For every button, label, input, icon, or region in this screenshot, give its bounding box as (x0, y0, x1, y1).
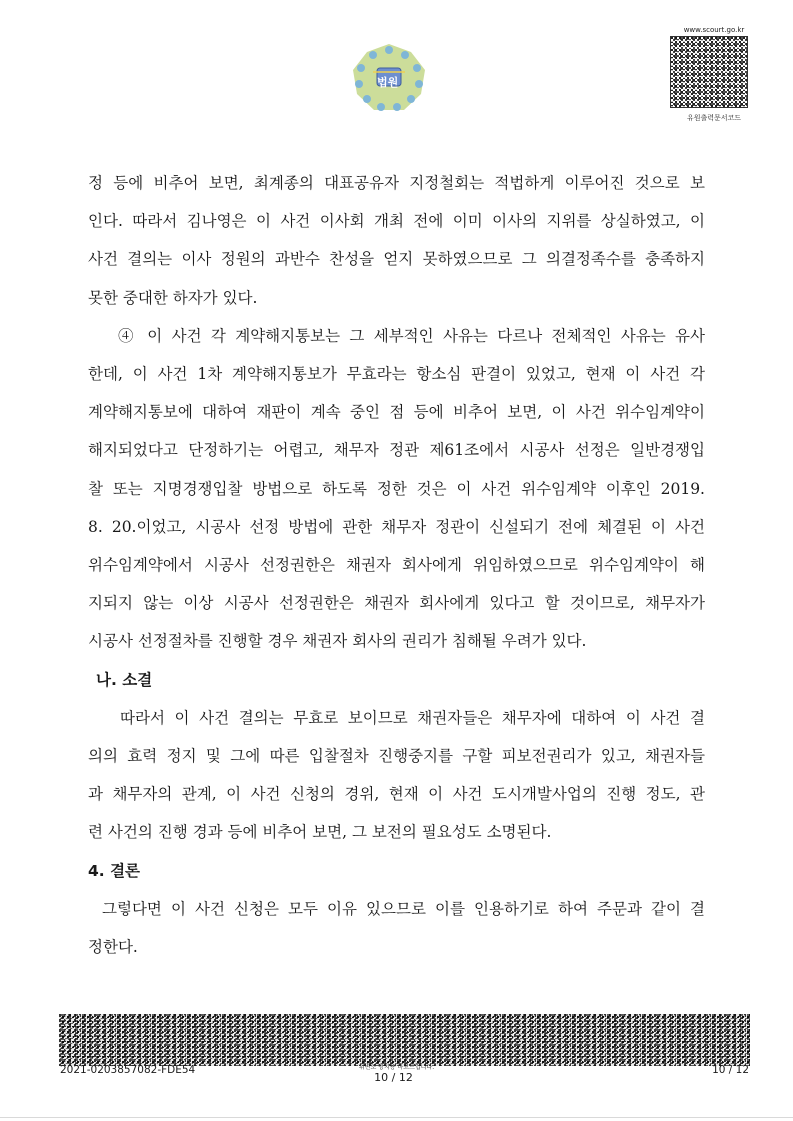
qr-url: www.scourt.go.kr (683, 26, 745, 34)
paragraph-4 (88, 890, 705, 966)
page-number-center: 10 / 12 (374, 1071, 413, 1084)
text-line: ④ 이 사건 각 계약해지통보는 그 세부적인 사유는 다르나 전체적인 사유는 유사 (118, 326, 705, 345)
section-heading-conclusion-summary: 나. 소결 (96, 670, 153, 689)
text-line: 찰 또는 지명경쟁입찰 방법으로 하도록 정한 것은 이 사건 위수임계약 이후인 2019. (88, 479, 705, 498)
text-line: 정한다. (88, 938, 138, 957)
section-heading-conclusion: 4. 결론 (88, 861, 141, 880)
text-line: 과 채무자의 관계, 이 사건 신청의 경위, 현재 이 사건 도시개발사업의 진행 정도, 관 (88, 785, 705, 804)
text-line: 해지되었다고 단정하기는 어렵고, 채무자 정관 제61조에서 시공사 선정은 일반경쟁입 (88, 441, 705, 460)
text-line: 그렇다면 이 사건 신청은 모두 이유 있으므로 이를 인용하기로 하여 주문과 같이 결 (102, 899, 705, 918)
footer-center (0, 1064, 793, 1084)
text-line: 사건 결의는 이사 정원의 과반수 찬성을 얻지 못하였으므로 그 의결정족수를 충족하지 (88, 250, 705, 269)
text-line: 련 사건의 진행 경과 등에 비추어 보면, 그 보전의 필요성도 소명된다. (88, 823, 552, 842)
text-line: 위수임계약에서 시공사 선정권한은 채권자 회사에게 위임하였으므로 위수임계약이 해 (88, 556, 705, 575)
emblem-text: 법원 (377, 76, 399, 89)
text-line: 못한 중대한 하자가 있다. (88, 288, 258, 307)
text-line: 지되지 않는 이상 시공사 선정권한은 채권자 회사에게 있다고 할 것이므로, 채무자가 (88, 594, 705, 613)
qr-code-block (670, 26, 758, 123)
anti-forgery-barcode (59, 1014, 750, 1066)
page-bottom-rule (0, 1117, 793, 1118)
document-body (88, 164, 705, 966)
qr-label: 유원출력문서코드 (686, 114, 742, 122)
paragraph-2 (88, 317, 705, 661)
paragraph-1 (88, 164, 705, 317)
paragraph-3 (88, 699, 705, 852)
document-id: 2021-0203857082-FDE54 (60, 1064, 196, 1076)
page-number: 10 / 12 (712, 1064, 749, 1076)
text-line: 한데, 이 사건 1차 계약해지통보가 무효라는 항소심 판결이 있었고, 현재 이 사건 각 (88, 365, 705, 384)
text-line: 계약해지통보에 대하여 재판이 계속 중인 점 등에 비추어 보면, 이 사건 위수임계약이 (88, 403, 705, 422)
text-line: 인다. 따라서 김나영은 이 사건 이사회 개최 전에 이미 이사의 지위를 상실하였고, 이 (88, 212, 705, 231)
text-line: 정 등에 비추어 보면, 최계종의 대표공유자 지정철회는 적법하게 이루어진 것으로 보 (88, 174, 705, 192)
text-line: 의의 효력 정지 및 그에 따른 입찰절차 진행중지를 구할 피보전권리가 있고, 채권자들 (88, 747, 705, 766)
text-line: 8. 20.이었고, 시공사 선정 방법에 관한 채무자 정관이 신설되기 전에 체결된 이 사건 (88, 517, 705, 536)
text-line: 시공사 선정절차를 진행할 경우 채권자 회사의 권리가 침해될 우려가 있다. (88, 632, 587, 651)
barcode-notice: 위변조 방지용 바코드입니다. (358, 1064, 435, 1071)
qr-code-image (670, 36, 748, 108)
text-line: 따라서 이 사건 결의는 무효로 보이므로 채권자들은 채무자에 대하여 이 사건 결 (120, 708, 705, 727)
